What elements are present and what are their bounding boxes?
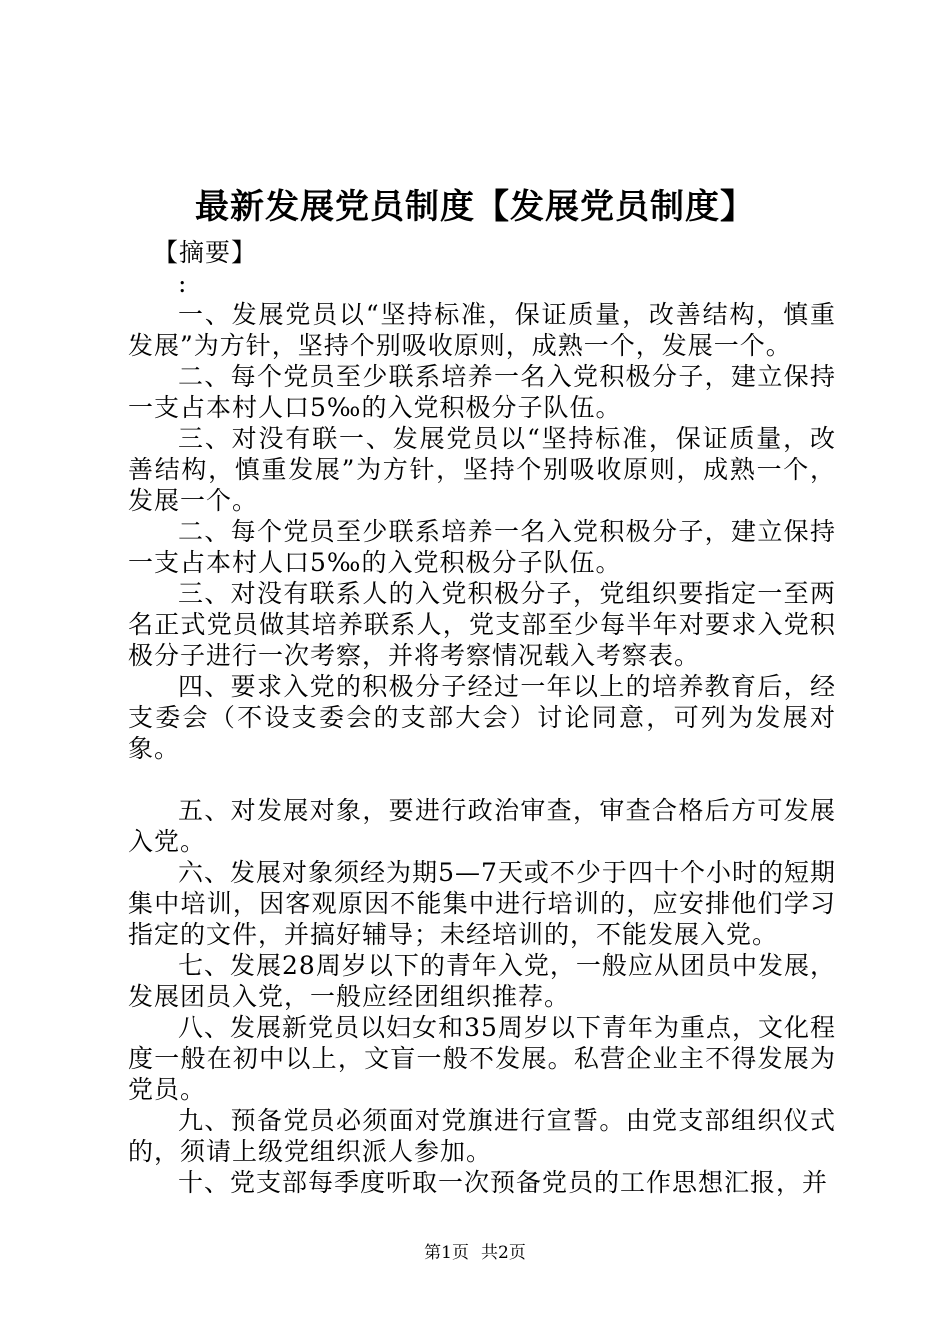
paragraph-7: 五、对发展对象，要进行政治审查，审查合格后方可发展入党。 — [128, 796, 836, 856]
paragraph-11: 九、预备党员必须面对党旗进行宣誓。由党支部组织仪式的，须请上级党组织派人参加。 — [128, 1106, 836, 1166]
paragraph-12: 十、党支部每季度听取一次预备党员的工作思想汇报，并 — [178, 1168, 829, 1197]
paragraph-5: 三、对没有联系人的入党积极分子，党组织要指定一至两名正式党员做其培养联系人，党支部至少每半年对要求入党积极分子进行一次考察，并将考察情况载入考察表。 — [128, 579, 836, 670]
document-title: 最新发展党员制度【发展党员制度】 — [195, 187, 755, 227]
abstract-label: 【摘要】 — [153, 238, 258, 267]
paragraph-10: 八、发展新党员以妇女和35周岁以下青年为重点，文化程度一般在初中以上，文盲一般不发展。私营企业主不得发展为党员。 — [128, 1013, 836, 1104]
paragraph-9: 七、发展28周岁以下的青年入党，一般应从团员中发展，发展团员入党，一般应经团组织推荐。 — [128, 951, 836, 1011]
page-footer — [0, 1241, 950, 1265]
paragraph-4: 二、每个党员至少联系培养一名入党积极分子，建立保持一支占本村人口5‰的入党积极分子队伍。 — [128, 517, 836, 577]
abstract-colon: : — [178, 269, 188, 298]
paragraph-1: 一、发展党员以“坚持标准，保证质量，改善结构，慎重发展”为方针，坚持个别吸收原则，成熟一个，发展一个。 — [128, 300, 836, 360]
document-body — [128, 237, 836, 1198]
blank-line — [128, 764, 836, 795]
paragraph-6: 四、要求入党的积极分子经过一年以上的培养教育后，经支委会（不设支委会的支部大会）讨论同意，可列为发展对象。 — [128, 672, 836, 763]
paragraph-3: 三、对没有联一、发展党员以“坚持标准，保证质量，改善结构，慎重发展”为方针，坚持个别吸收原则，成熟一个，发展一个。 — [128, 424, 836, 515]
paragraph-8: 六、发展对象须经为期5—7天或不少于四十个小时的短期集中培训，因客观原因不能集中进行培训的，应安排他们学习指定的文件，并搞好辅导；未经培训的，不能发展入党。 — [128, 858, 836, 949]
page-number-current: 第1页 — [424, 1243, 469, 1263]
paragraph-2: 二、每个党员至少联系培养一名入党积极分子，建立保持一支占本村人口5‰的入党积极分子队伍。 — [128, 362, 836, 422]
page-number-total: 共2页 — [481, 1243, 526, 1263]
